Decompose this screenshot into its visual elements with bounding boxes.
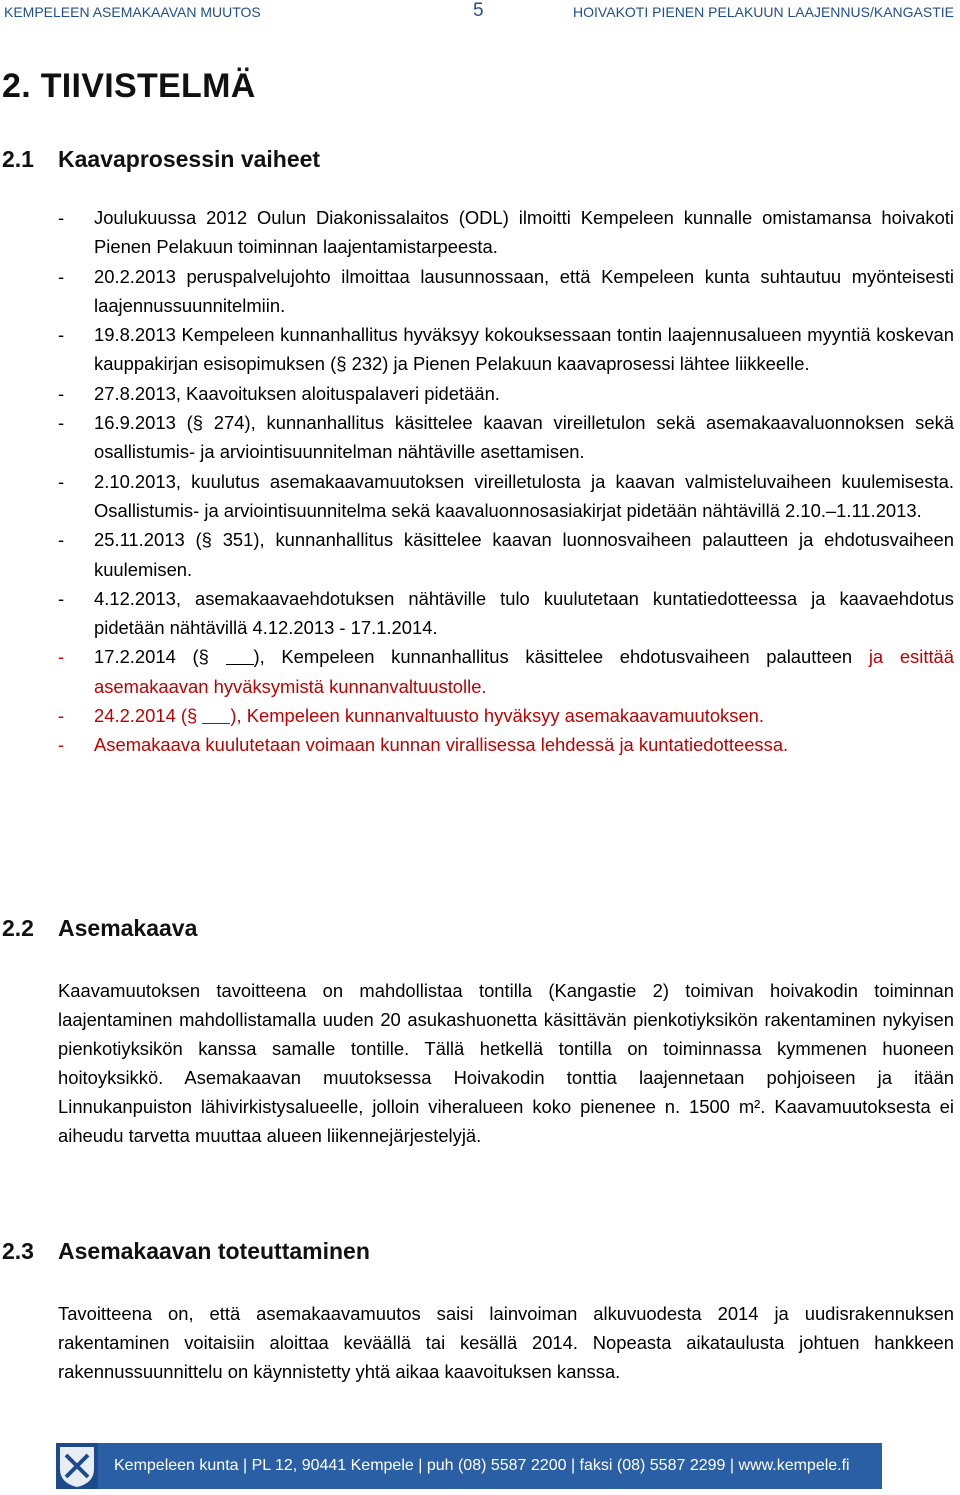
- toteuttaminen-paragraph: Tavoitteena on, että asemakaavamuutos saisi lainvoiman alkuvuodesta 2014 ja uudisrakennuksen rakentaminen voitaisiin aloittaa keväällä tai kesällä 2014. Nopeasta aikataulusta johtuen hankkeen rakennussuunnittelu on käynnistetty yhtä aikaa kaavoituksen kanssa.: [58, 1303, 954, 1382]
- heading-2-3: [2, 1238, 370, 1265]
- heading-2-1: [2, 146, 320, 173]
- list-item: - 25.11.2013 (§ 351), kunnanhallitus käsittelee kaavan luonnosvaiheen palautteen ja ehdotusvaiheen kuulemisen.: [58, 529, 954, 580]
- list-item: - 19.8.2013 Kempeleen kunnanhallitus hyväksyy kokouksessaan tontin laajennusalueen myyntiä koskevan kauppakirjan esisopimuksen (§ 232) ja Pienen Pelakuun kaavaprosessi lähtee liikkeelle.: [58, 324, 954, 375]
- heading-2-2: [2, 915, 197, 942]
- page-header: [0, 0, 960, 26]
- footer-contact-info: Kempeleen kunta | PL 12, 90441 Kempele | puh (08) 5587 2200 | faksi (08) 5587 2299 | www.kempele.fi: [114, 1457, 850, 1474]
- list-item-pending: - 24.2.2014 (§ ), Kempeleen kunnanvaltuusto hyväksyy asemakaavamuutoksen.: [58, 705, 765, 727]
- page-number: 5: [473, 0, 484, 21]
- list-item-pending: - Asemakaava kuulutetaan voimaan kunnan virallisessa lehdessä ja kuntatiedotteessa.: [58, 734, 789, 756]
- heading-number: 2.2: [2, 915, 34, 941]
- heading-title: Kaavaprosessin vaiheet: [58, 146, 321, 172]
- heading-number: 2.3: [2, 1238, 34, 1264]
- blank-section-number: [202, 706, 230, 724]
- list-item: - 2.10.2013, kuulutus asemakaavamuutoksen vireilletulosta ja kaavan valmisteluvaiheen kuulemisesta. Osallistumis- ja arviointisuunnitelma sekä kaavaluonnosasiakirjat pidetään nähtävillä 2.10.–1.11.2013.: [58, 470, 954, 521]
- list-item: - 20.2.2013 peruspalvelujohto ilmoittaa lausunnossaan, että Kempeleen kunta suhtautuu myönteisesti laajennussuunnitelmiin.: [58, 265, 954, 316]
- heading-title: Asemakaava: [58, 915, 198, 941]
- list-item-pending: - 17.2.2014 (§ ), Kempeleen kunnanhallitus käsittelee ehdotusvaiheen palautteen ja esittää asemakaavan hyväksymistä kunnanvaltuustolle.: [58, 646, 955, 697]
- list-item: - 4.12.2013, asemakaavaehdotuksen nähtäville tulo kuulutetaan kuntatiedotteessa ja kaavaehdotus pidetään nähtävillä 4.12.2013 - 17.1.2014.: [58, 587, 954, 639]
- list-item: - 27.8.2013, Kaavoituksen aloituspalaveri pidetään.: [58, 382, 500, 404]
- header-project-title: HOIVAKOTI PIENEN PELAKUUN LAAJENNUS/KANGASTIE: [573, 4, 954, 20]
- asemakaava-paragraph: Kaavamuutoksen tavoitteena on mahdollistaa tontilla (Kangastie 2) toimivan hoivakodin toiminnan laajentaminen mahdollistamalla uuden 20 asukashuonetta käsittävän pienkotiyksikön rakentaminen nykyisen pienkotiyksikön kanssa samalle tontille. Tällä hetkellä tontilla on toiminnassa kymmenen huoneen hoitoyksikkö. Asemakaavan muutoksessa Hoivakodin tonttia laajennetaan pohjoiseen ja itään Linnukanpuiston lähivirkistysalueelle, jolloin viheralueen koko pienenee n. 1500 m². Kaavamuutoksesta ei aiheudu tarvetta muuttaa alueen liikennejärjestelyjä.: [58, 980, 954, 1146]
- kempele-logo-icon: [56, 1443, 98, 1489]
- header-document-title: KEMPELEEN ASEMAKAAVAN MUUTOS: [4, 4, 261, 20]
- process-steps-list: [2, 203, 954, 760]
- page-footer: [56, 1443, 882, 1489]
- heading-number: 2.1: [2, 146, 34, 172]
- section-heading-2: 2. TIIVISTELMÄ: [2, 67, 256, 105]
- list-item: - 16.9.2013 (§ 274), kunnanhallitus käsittelee kaavan vireilletulon sekä asemakaavaluonnoksen sekä osallistumis- ja arviointisuunnitelman nähtäville asettamisen.: [58, 412, 954, 463]
- blank-section-number: [226, 647, 254, 665]
- heading-title: Asemakaavan toteuttaminen: [58, 1238, 370, 1264]
- list-item: - Joulukuussa 2012 Oulun Diakonissalaitos (ODL) ilmoitti Kempeleen kunnalle omistamansa hoivakoti Pienen Pelakuun toiminnan laajentamistarpeesta.: [58, 207, 954, 258]
